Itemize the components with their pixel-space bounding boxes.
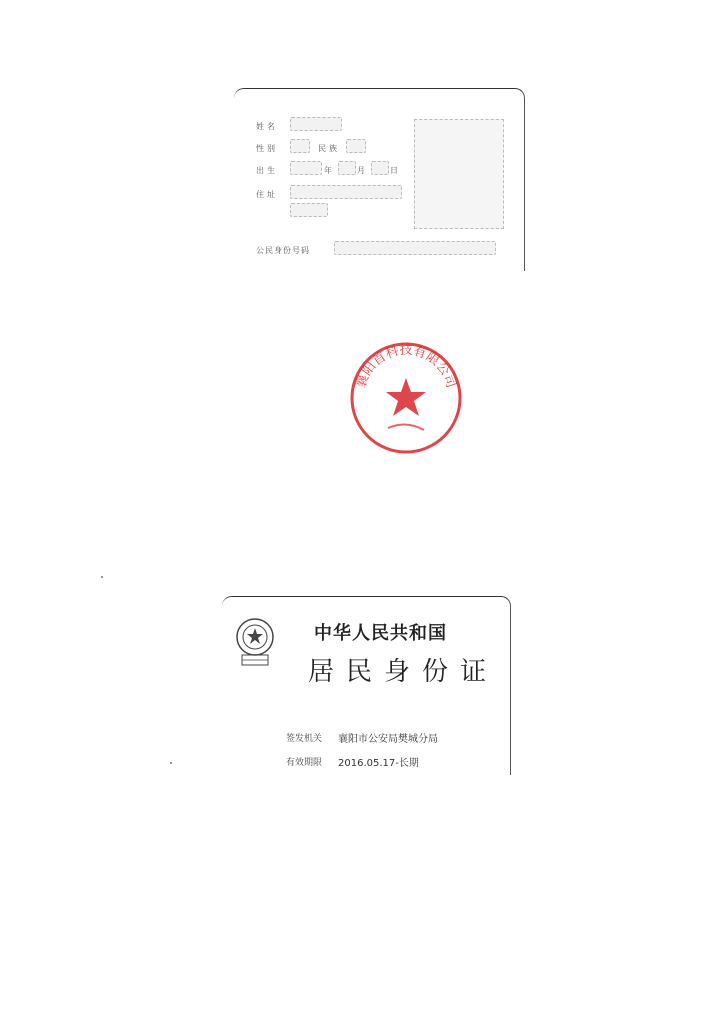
seal-scribble [388, 424, 424, 430]
ethnicity-label: 民族 [318, 144, 340, 153]
ethnicity-value [346, 139, 366, 153]
year-unit-label: 年 [324, 166, 335, 175]
scan-speck [170, 762, 172, 764]
address-line1-value [290, 185, 402, 199]
address-line2-value [290, 203, 328, 217]
validity-value: 2016.05.17-长期 [338, 758, 419, 769]
birth-month-value [338, 161, 356, 175]
month-unit-label: 月 [357, 166, 368, 175]
issuer-label: 签发机关 [286, 734, 323, 744]
validity-label: 有效期限 [286, 758, 323, 768]
sex-value [290, 139, 310, 153]
id-card-back [222, 596, 511, 775]
national-emblem-icon [234, 615, 276, 671]
birth-label: 出生 [256, 166, 278, 175]
seal-text-path: 襄阳首科技有限公司 [353, 343, 459, 391]
id-card-front [234, 88, 525, 271]
birth-day-value [371, 161, 389, 175]
id-number-value [334, 241, 496, 255]
portrait-photo-placeholder [414, 119, 504, 229]
country-title: 中华人民共和国 [314, 623, 447, 644]
scan-speck [101, 576, 103, 578]
address-label: 住址 [256, 190, 278, 199]
seal-star-icon [386, 378, 426, 416]
sex-label: 性别 [256, 144, 278, 153]
company-seal [348, 340, 464, 456]
card-title: 居民身份证 [308, 657, 499, 687]
birth-year-value [290, 161, 322, 175]
day-unit-label: 日 [390, 166, 401, 175]
name-value [290, 117, 342, 131]
issuer-value: 襄阳市公安局樊城分局 [338, 734, 438, 745]
name-label: 姓名 [256, 122, 278, 131]
id-number-label: 公民身份号码 [256, 246, 310, 255]
